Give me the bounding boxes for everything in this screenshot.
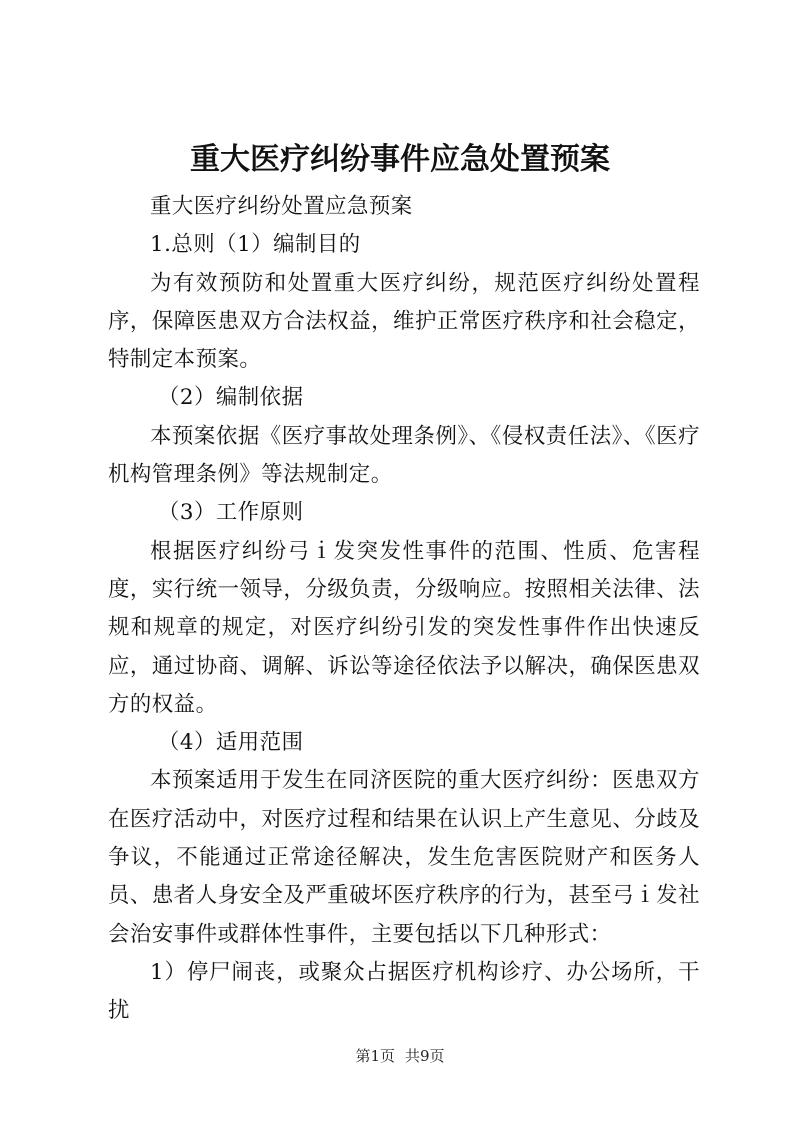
subsection-heading: （4）适用范围 bbox=[158, 730, 304, 756]
body-paragraph: 根据医疗纠纷弓ｉ发突发性事件的范围、性质、危害程度，实行统一领导，分级负责，分级响应。按照相关法律、法规和规章的规定，对医疗纠纷引发的突发性事件作出快速反应，通过协商、调解、诉讼等途径依法予以解决，确保医患双方的权益。 bbox=[108, 538, 700, 717]
section-heading: 1.总则（1）编制目的 bbox=[150, 232, 361, 258]
body-paragraph: 为有效预防和处置重大医疗纠纷，规范医疗纠纷处置程序，保障医患双方合法权益，维护正常医疗秩序和社会稳定，特制定本预案。 bbox=[108, 270, 700, 373]
page-footer bbox=[0, 1046, 800, 1066]
page-number: 第1页 bbox=[355, 1047, 395, 1065]
page-total: 共9页 bbox=[405, 1047, 445, 1065]
document-body bbox=[108, 188, 700, 1031]
document-title: 重大医疗纠纷事件应急处置预案 bbox=[190, 142, 610, 177]
section-heading: 重大医疗纠纷处置应急预案 bbox=[150, 194, 413, 219]
body-paragraph: 本预案依据《医疗事故处理条例》、《侵权责任法》、《医疗机构管理条例》等法规制定。 bbox=[108, 423, 700, 488]
subsection-heading: （3）工作原则 bbox=[158, 500, 304, 526]
body-paragraph: 1）停尸闹丧，或聚众占据医疗机构诊疗、办公场所，干扰 bbox=[108, 959, 700, 1024]
body-paragraph: 本预案适用于发生在同济医院的重大医疗纠纷：医患双方在医疗活动中，对医疗过程和结果在认识上产生意见、分歧及争议，不能通过正常途径解决，发生危害医院财产和医务人员、患者人身安全及严重破坏医疗秩序的行为，甚至弓ｉ发社会治安事件或群体性事件，主要包括以下几种形式： bbox=[108, 768, 700, 947]
subsection-heading: （2）编制依据 bbox=[158, 385, 304, 411]
